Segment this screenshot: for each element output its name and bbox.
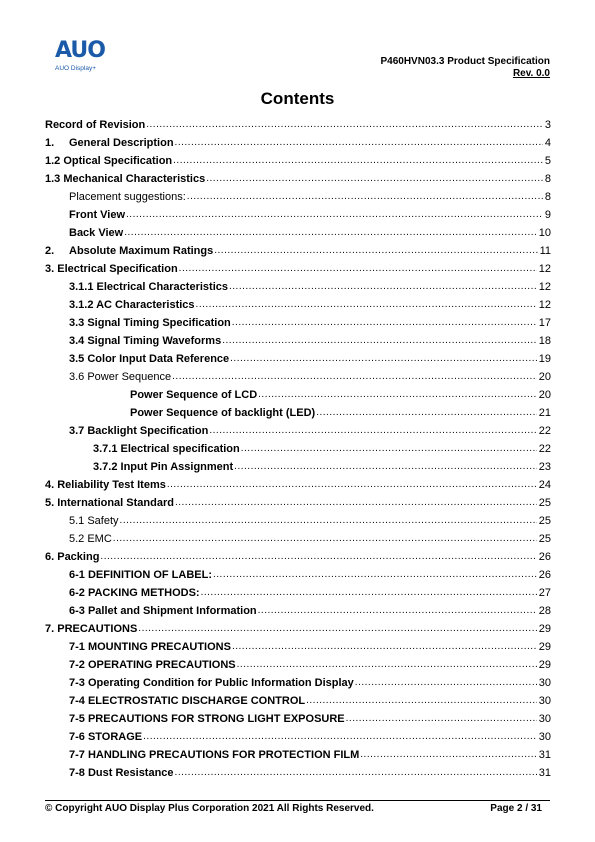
- toc-entry-page: 31: [538, 749, 551, 761]
- toc-entry-page: 21: [538, 407, 551, 419]
- toc-entry-text: 3.7.1 Electrical specification: [93, 443, 240, 455]
- toc-entry-label: [69, 371, 172, 383]
- toc-entry-page: 29: [538, 623, 551, 635]
- toc-entry-text: 6. Packing: [45, 551, 100, 563]
- toc-entry-text: 3.3 Signal Timing Specification: [69, 317, 231, 329]
- toc-entry-page: 22: [538, 443, 551, 455]
- toc-entry-label: [69, 731, 143, 743]
- toc-entry-text: 3. Electrical Specification: [45, 263, 178, 275]
- toc-entry[interactable]: [45, 134, 551, 152]
- toc-entry[interactable]: [45, 530, 551, 548]
- toc-entry-number: 2.: [45, 245, 55, 257]
- toc-entry-label: [45, 263, 179, 275]
- dot-leader: [100, 551, 536, 563]
- toc-entry[interactable]: [45, 332, 551, 350]
- toc-entry-label: [69, 767, 175, 779]
- toc-entry-text: 3.4 Signal Timing Waveforms: [69, 335, 222, 347]
- toc-entry-text: 1.3 Mechanical Characteristics: [45, 173, 206, 185]
- toc-entry[interactable]: [45, 170, 551, 188]
- toc-entry[interactable]: [45, 368, 551, 386]
- toc-entry-text: 7-1 MOUNTING PRECAUTIONS: [69, 641, 231, 653]
- dot-leader: [124, 227, 537, 239]
- toc-entry-page: 9: [544, 209, 551, 221]
- toc-entry-page: 25: [538, 497, 551, 509]
- toc-entry-text: 5. International Standard: [45, 497, 174, 509]
- dot-leader: [229, 281, 537, 293]
- toc-entry-page: 20: [538, 371, 551, 383]
- dot-leader: [346, 713, 537, 725]
- toc-entry[interactable]: [45, 692, 551, 710]
- toc-entry-text: 7-8 Dust Resistance: [69, 767, 174, 779]
- dot-leader: [214, 245, 537, 257]
- toc-entry-page: 26: [538, 569, 551, 581]
- toc-entry-page: 31: [538, 767, 551, 779]
- toc-entry-label: [69, 191, 187, 203]
- toc-entry-text: 7-3 Operating Condition for Public Information Display: [69, 677, 354, 689]
- toc-entry[interactable]: [45, 656, 551, 674]
- toc-entry[interactable]: [45, 260, 551, 278]
- company-logo: [55, 40, 135, 80]
- dot-leader: [241, 443, 537, 455]
- toc-entry-text: 7. PRECAUTIONS: [45, 623, 138, 635]
- toc-entry[interactable]: [45, 584, 551, 602]
- toc-entry-page: 25: [538, 533, 551, 545]
- toc-entry-page: 26: [538, 551, 551, 563]
- toc-entry[interactable]: [45, 314, 551, 332]
- toc-entry-text: 3.7 Backlight Specification: [69, 425, 209, 437]
- toc-entry-text: 4. Reliability Test Items: [45, 479, 166, 491]
- dot-leader: [360, 749, 536, 761]
- toc-entry-label: [69, 299, 196, 311]
- dot-leader: [222, 335, 537, 347]
- toc-entry-text: Power Sequence of LCD: [130, 389, 258, 401]
- toc-entry-page: 30: [538, 677, 551, 689]
- toc-entry-text: General Description: [69, 137, 174, 149]
- toc-entry-page: 11: [539, 245, 551, 257]
- toc-entry-page: 12: [538, 299, 551, 311]
- toc-entry-page: 17: [538, 317, 551, 329]
- toc-entry[interactable]: [45, 206, 551, 224]
- toc-entry-label: [69, 335, 222, 347]
- toc-entry-label: [45, 119, 146, 131]
- dot-leader: [355, 677, 537, 689]
- toc-entry-text: 6-3 Pallet and Shipment Information: [69, 605, 257, 617]
- toc-entry[interactable]: [45, 476, 551, 494]
- dot-leader: [175, 767, 537, 779]
- dot-leader: [206, 173, 543, 185]
- toc-entry-page: 22: [538, 425, 551, 437]
- toc-entry[interactable]: [45, 458, 551, 476]
- toc-entry[interactable]: [45, 512, 551, 530]
- toc-entry-page: 20: [538, 389, 551, 401]
- toc-entry[interactable]: [45, 548, 551, 566]
- toc-entry[interactable]: [45, 728, 551, 746]
- footer-divider: [45, 800, 550, 801]
- dot-leader: [167, 479, 537, 491]
- toc-entry-label: [69, 605, 258, 617]
- page-title: Contents: [260, 89, 335, 108]
- dot-leader: [179, 263, 537, 275]
- toc-entry-text: 1.2 Optical Specification: [45, 155, 173, 167]
- dot-leader: [146, 119, 543, 131]
- dot-leader: [113, 533, 537, 545]
- toc-entry-label: [69, 569, 213, 581]
- toc-entry-label: [69, 227, 124, 239]
- toc-entry-label: [45, 497, 175, 509]
- toc-entry[interactable]: [45, 602, 551, 620]
- toc-entry-page: 30: [538, 695, 551, 707]
- toc-entry-label: [45, 551, 100, 563]
- toc-entry-text: 7-5 PRECAUTIONS FOR STRONG LIGHT EXPOSURE: [69, 713, 345, 725]
- toc-entry-text: 7-7 HANDLING PRECAUTIONS FOR PROTECTION FILM: [69, 749, 360, 761]
- dot-leader: [306, 695, 537, 707]
- toc-entry-label: [69, 659, 237, 671]
- revision-label: Rev. 0.0: [512, 68, 550, 79]
- toc-entry[interactable]: [45, 674, 551, 692]
- dot-leader: [258, 389, 537, 401]
- toc-entry[interactable]: [45, 566, 551, 584]
- toc-entry[interactable]: [45, 386, 551, 404]
- toc-entry-page: 29: [538, 659, 551, 671]
- logo-subtitle: AUO Display+: [55, 65, 96, 72]
- table-of-contents: [45, 116, 551, 782]
- toc-entry-label: [45, 137, 175, 149]
- toc-entry-page: 28: [538, 605, 551, 617]
- dot-leader: [120, 515, 537, 527]
- toc-entry-text: 7-6 STORAGE: [69, 731, 143, 743]
- toc-entry[interactable]: [45, 278, 551, 296]
- toc-entry-text: 5.2 EMC: [69, 533, 112, 545]
- toc-entry[interactable]: [45, 746, 551, 764]
- dot-leader: [173, 155, 543, 167]
- toc-entry-page: 8: [544, 173, 551, 185]
- dot-leader: [232, 317, 537, 329]
- toc-entry-label: [130, 407, 316, 419]
- dot-leader: [237, 659, 537, 671]
- dot-leader: [230, 353, 537, 365]
- dot-leader: [175, 137, 543, 149]
- toc-entry-page: 8: [544, 191, 551, 203]
- toc-entry-text: 6-2 PACKING METHODS:: [69, 587, 200, 599]
- toc-entry[interactable]: [45, 224, 551, 242]
- toc-entry-page: 30: [538, 731, 551, 743]
- toc-entry-label: [69, 713, 346, 725]
- dot-leader: [234, 461, 537, 473]
- toc-entry-page: 29: [538, 641, 551, 653]
- toc-entry[interactable]: [45, 494, 551, 512]
- dot-leader: [126, 209, 543, 221]
- toc-entry[interactable]: [45, 296, 551, 314]
- toc-entry-number: 1.: [45, 137, 55, 149]
- toc-entry-page: 19: [538, 353, 551, 365]
- toc-entry[interactable]: [45, 764, 551, 782]
- toc-entry-page: 27: [538, 587, 551, 599]
- toc-entry-text: 6-1 DEFINITION OF LABEL:: [69, 569, 212, 581]
- toc-entry-page: 25: [538, 515, 551, 527]
- toc-entry-label: [69, 749, 360, 761]
- toc-entry[interactable]: [45, 422, 551, 440]
- toc-entry-page: 5: [544, 155, 551, 167]
- dot-leader: [258, 605, 537, 617]
- toc-entry-label: [69, 641, 232, 653]
- toc-entry-text: Power Sequence of backlight (LED): [130, 407, 316, 419]
- toc-entry-label: [69, 353, 230, 365]
- logo-text: AUO: [55, 38, 105, 63]
- toc-entry-label: [93, 443, 241, 455]
- toc-entry-label: [93, 461, 234, 473]
- page-number: Page 2 / 31: [490, 803, 542, 814]
- toc-entry-label: [69, 695, 306, 707]
- toc-entry-label: [69, 515, 120, 527]
- dot-leader: [138, 623, 536, 635]
- product-spec-title: P460HVN03.3 Product Specification: [380, 56, 550, 67]
- dot-leader: [201, 587, 537, 599]
- toc-entry-text: 7-4 ELECTROSTATIC DISCHARGE CONTROL: [69, 695, 306, 707]
- toc-entry[interactable]: [45, 638, 551, 656]
- toc-entry-label: [69, 425, 209, 437]
- toc-entry-text: Absolute Maximum Ratings: [69, 245, 214, 257]
- toc-entry-text: 3.6 Power Sequence: [69, 371, 172, 383]
- toc-entry-label: [45, 173, 206, 185]
- toc-entry-text: 3.5 Color Input Data Reference: [69, 353, 230, 365]
- toc-entry-label: [45, 155, 173, 167]
- dot-leader: [209, 425, 536, 437]
- dot-leader: [232, 641, 537, 653]
- dot-leader: [187, 191, 543, 203]
- toc-entry[interactable]: [45, 116, 551, 134]
- toc-entry-label: [130, 389, 258, 401]
- dot-leader: [196, 299, 537, 311]
- toc-entry-page: 10: [538, 227, 551, 239]
- toc-entry-text: Front View: [69, 209, 126, 221]
- dot-leader: [316, 407, 537, 419]
- toc-entry[interactable]: [45, 440, 551, 458]
- toc-entry-page: 12: [538, 263, 551, 275]
- toc-entry-label: [69, 209, 126, 221]
- toc-entry-label: [45, 245, 214, 257]
- toc-entry-text: Back View: [69, 227, 124, 239]
- toc-entry-text: 5.1 Safety: [69, 515, 119, 527]
- toc-entry-text: 3.1.2 AC Characteristics: [69, 299, 195, 311]
- toc-entry-label: [69, 281, 229, 293]
- toc-entry-label: [69, 677, 355, 689]
- toc-entry-page: 23: [538, 461, 551, 473]
- toc-entry-label: [45, 479, 167, 491]
- toc-entry-page: 18: [538, 335, 551, 347]
- toc-entry-text: 3.1.1 Electrical Characteristics: [69, 281, 228, 293]
- toc-entry-text: Placement suggestions:: [69, 191, 186, 203]
- toc-entry-page: 24: [538, 479, 551, 491]
- toc-entry[interactable]: [45, 710, 551, 728]
- toc-entry-page: 12: [538, 281, 551, 293]
- toc-entry-text: 3.7.2 Input Pin Assignment: [93, 461, 234, 473]
- toc-entry[interactable]: [45, 404, 551, 422]
- toc-entry-page: 4: [544, 137, 551, 149]
- toc-entry[interactable]: [45, 620, 551, 638]
- toc-entry-label: [69, 587, 201, 599]
- dot-leader: [143, 731, 537, 743]
- toc-entry[interactable]: [45, 242, 551, 260]
- toc-entry-text: Record of Revision: [45, 119, 146, 131]
- toc-entry-label: [45, 623, 138, 635]
- dot-leader: [172, 371, 537, 383]
- dot-leader: [175, 497, 537, 509]
- toc-entry[interactable]: [45, 188, 551, 206]
- toc-entry-label: [69, 533, 113, 545]
- document-header: [380, 56, 550, 80]
- copyright-notice: © Copyright AUO Display Plus Corporation 2021 All Rights Reserved.: [45, 803, 374, 814]
- toc-entry[interactable]: [45, 350, 551, 368]
- toc-entry-page: 3: [544, 119, 551, 131]
- toc-entry-text: 7-2 OPERATING PRECAUTIONS: [69, 659, 236, 671]
- toc-entry-label: [69, 317, 232, 329]
- toc-entry-page: 30: [538, 713, 551, 725]
- toc-entry[interactable]: [45, 152, 551, 170]
- dot-leader: [213, 569, 537, 581]
